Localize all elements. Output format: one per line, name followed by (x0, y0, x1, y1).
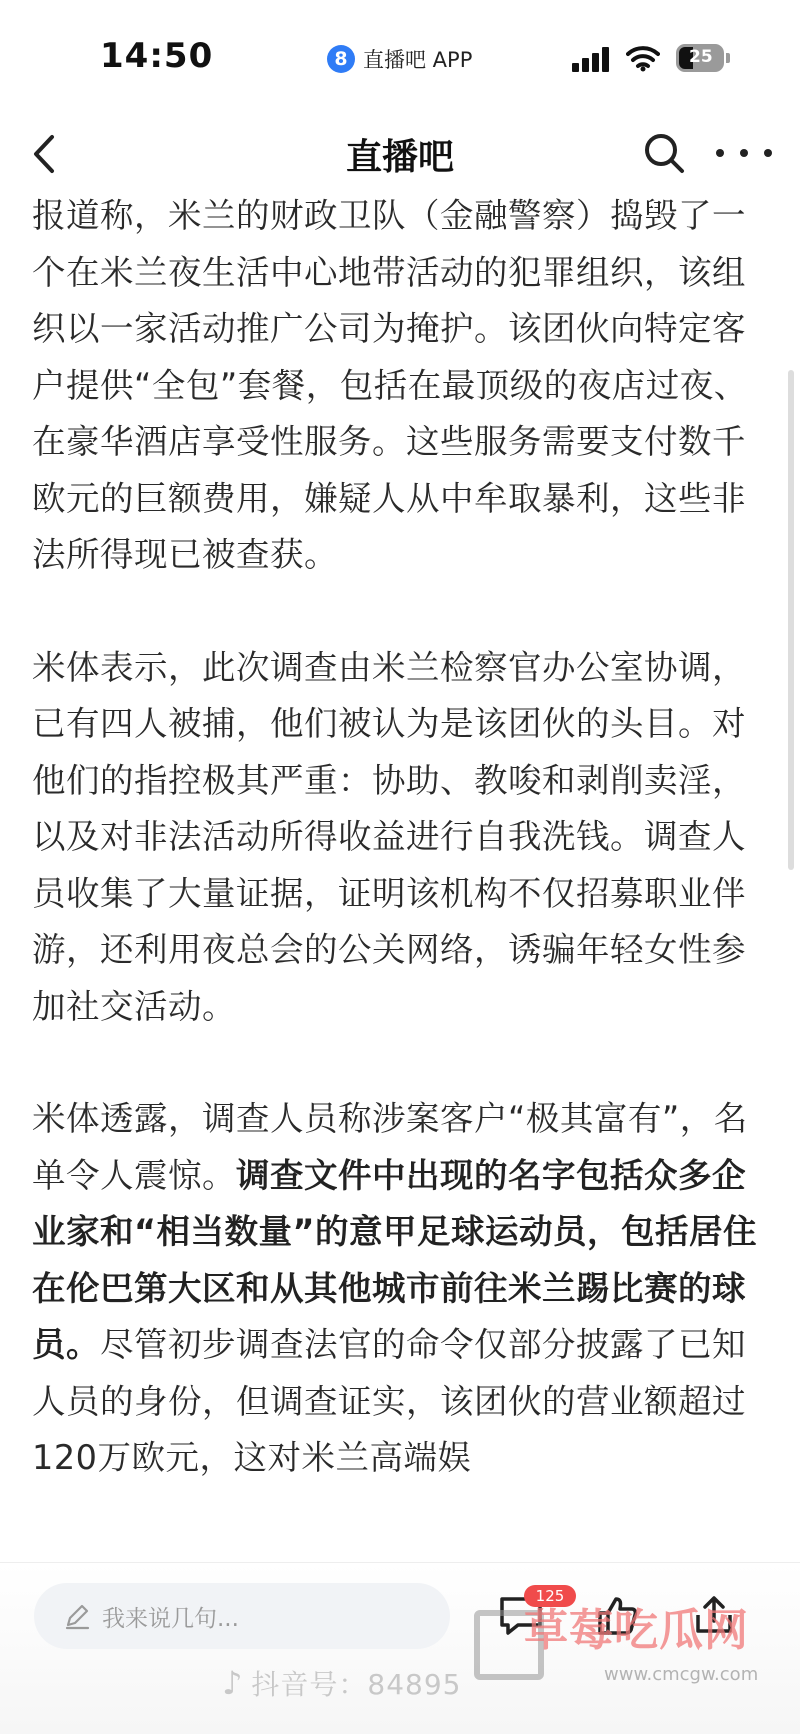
source-app-label: 直播吧 APP (363, 48, 473, 72)
pen-icon (62, 1601, 92, 1631)
comment-count-badge: 125 (524, 1585, 576, 1607)
battery-tip (726, 53, 730, 63)
status-time: 14:50 (100, 36, 214, 76)
watermark-text: 草莓吃瓜网 (524, 1605, 749, 1656)
back-to-source-app[interactable] (327, 44, 472, 74)
article-paragraph (32, 1091, 774, 1487)
douyin-icon: ♪ (222, 1664, 244, 1702)
douyin-watermark (222, 1663, 462, 1703)
status-bar (0, 0, 800, 115)
douyin-id: 抖音号：84895 (251, 1668, 462, 1701)
site-watermark (464, 1580, 800, 1730)
comment-input[interactable] (34, 1583, 450, 1649)
watermark-url: www.cmcgw.com (604, 1664, 759, 1685)
signal-icon (572, 46, 612, 72)
search-icon[interactable] (640, 129, 688, 177)
nav-bar (0, 115, 800, 195)
more-icon[interactable] (716, 129, 772, 177)
page-title: 直播吧 (345, 136, 454, 178)
paragraph-text: 米体透露，调查人员称涉案客户“极其富有”，名单令人震惊。 (32, 1099, 748, 1195)
article-paragraph: 报道称，米兰的财政卫队（金融警察）捣毁了一个在米兰夜生活中心地带活动的犯罪组织，该组织以一家活动推广公司为掩护。该团伙向特定客户提供“全包”套餐，包括在最顶级的夜店过夜、在豪华酒店享受性服务。这些服务需要支付数千欧元的巨额费用，嫌疑人从中牟取暴利，这些非法所得现已被查获。 (32, 196, 748, 574)
article-paragraph: 米体表示，此次调查由米兰检察官办公室协调，已有四人被捕，他们被认为是该团伙的头目。对他们的指控极其严重：协助、教唆和剥削卖淫，以及对非法活动所得收益进行自我洗钱。调查人员收集了大量证据，证明该机构不仅招募职业伴游，还利用夜总会的公关网络，诱骗年轻女性参加社交活动。 (32, 647, 746, 1026)
paragraph-text: 尽管初步调查法官的命令仅部分披露了已知人员的身份，但调查证实，该团伙的营业额超过120万欧元，这对米兰高端娱 (32, 1325, 746, 1477)
battery-level: 25 (689, 47, 713, 67)
comment-placeholder: 我来说几句... (102, 1605, 239, 1632)
source-app-icon: 8 (327, 45, 355, 73)
article-body (32, 188, 774, 1487)
battery-icon (676, 44, 724, 72)
wifi-icon (626, 44, 660, 72)
scrollbar[interactable] (788, 370, 794, 870)
bold-highlight: 调查文件中出现的名字包括众多企业家和“相当数量”的意甲足球运动员，包括居住在伦巴第大区和从其他城市前往米兰踢比赛的球员。 (32, 1155, 758, 1364)
